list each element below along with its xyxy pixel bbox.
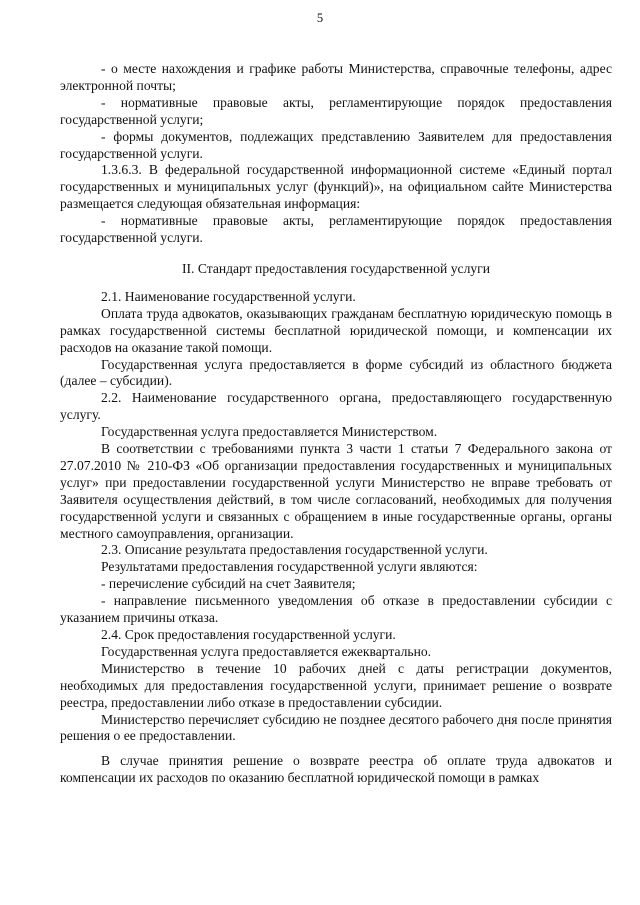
paragraph-gap: [60, 745, 612, 753]
paragraph: Оплата труда адвокатов, оказывающих гражданам бесплатную юридическую помощь в рамках государственной системы бесплатной юридической помощи, и компенсации их расходов на оказание такой помощи.: [60, 305, 612, 355]
section-heading: II. Стандарт предоставления государственной услуги: [181, 260, 490, 276]
paragraph: В соответствии с требованиями пункта 3 части 1 статьи 7 Федерального закона от 27.07.2010 № 210-ФЗ «Об организации предоставления государственных и муниципальных услуг» при предоставлении государственной услуги Министерство не вправе требовать от Заявителя осуществления действий, в том числе согласований, необходимых для получения государственной услуги и связанных с обращением в иные государственные органы, органы местного самоуправления, организации.: [60, 441, 612, 541]
page-number: 5: [316, 11, 324, 25]
paragraph: 2.2. Наименование государственного органа, предоставляющего государственную услугу.: [60, 390, 612, 423]
paragraph: - нормативные правовые акты, регламентирующие порядок предоставления государственной услуги.: [60, 213, 612, 246]
paragraph: 1.3.6.3. В федеральной государственной информационной системе «Единый портал государственных и муниципальных услуг (функций)», на официальном сайте Министерства размещается следующая обязательная информация:: [60, 162, 612, 212]
paragraph: - перечисление субсидий на счет Заявителя;: [101, 576, 356, 592]
paragraph: - формы документов, подлежащих представлению Заявителем для предоставления государственной услуги.: [60, 128, 612, 161]
paragraph: - нормативные правовые акты, регламентирующие порядок предоставления государственной услуги;: [60, 94, 612, 127]
paragraph: 2.4. Срок предоставления государственной услуги.: [101, 627, 396, 642]
paragraph: В случае принятия решение о возврате реестра об оплате труда адвокатов и компенсации их расходов по оказанию бесплатной юридической помощи в рамках: [60, 753, 612, 786]
paragraph: 2.1. Наименование государственной услуги.: [101, 288, 356, 304]
paragraph: - направление письменного уведомления об отказе в предоставлении субсидии с указанием причины отказа.: [60, 593, 612, 626]
paragraph: Государственная услуга предоставляется Министерством.: [101, 424, 438, 440]
paragraph: 2.3. Описание результата предоставления государственной услуги.: [101, 542, 488, 558]
paragraph: Результатами предоставления государственной услуги являются:: [101, 559, 478, 575]
paragraph: Государственная услуга предоставляется в форме субсидий из областного бюджета (далее – субсидии).: [60, 356, 612, 389]
paragraph: Государственная услуга предоставляется ежеквартально.: [101, 643, 432, 659]
document-body: [60, 61, 612, 787]
paragraph: Министерство в течение 10 рабочих дней с даты регистрации документов, необходимых для предоставления государственной услуги, принимает решение о возврате реестра, предоставлении либо отказе в предоставлении субсидии.: [60, 660, 612, 710]
paragraph: - о месте нахождения и графике работы Министерства, справочные телефоны, адрес электронной почты;: [60, 61, 612, 93]
paragraph: Министерство перечисляет субсидию не позднее десятого рабочего дня после принятия решения о ее предоставлении.: [60, 711, 612, 744]
